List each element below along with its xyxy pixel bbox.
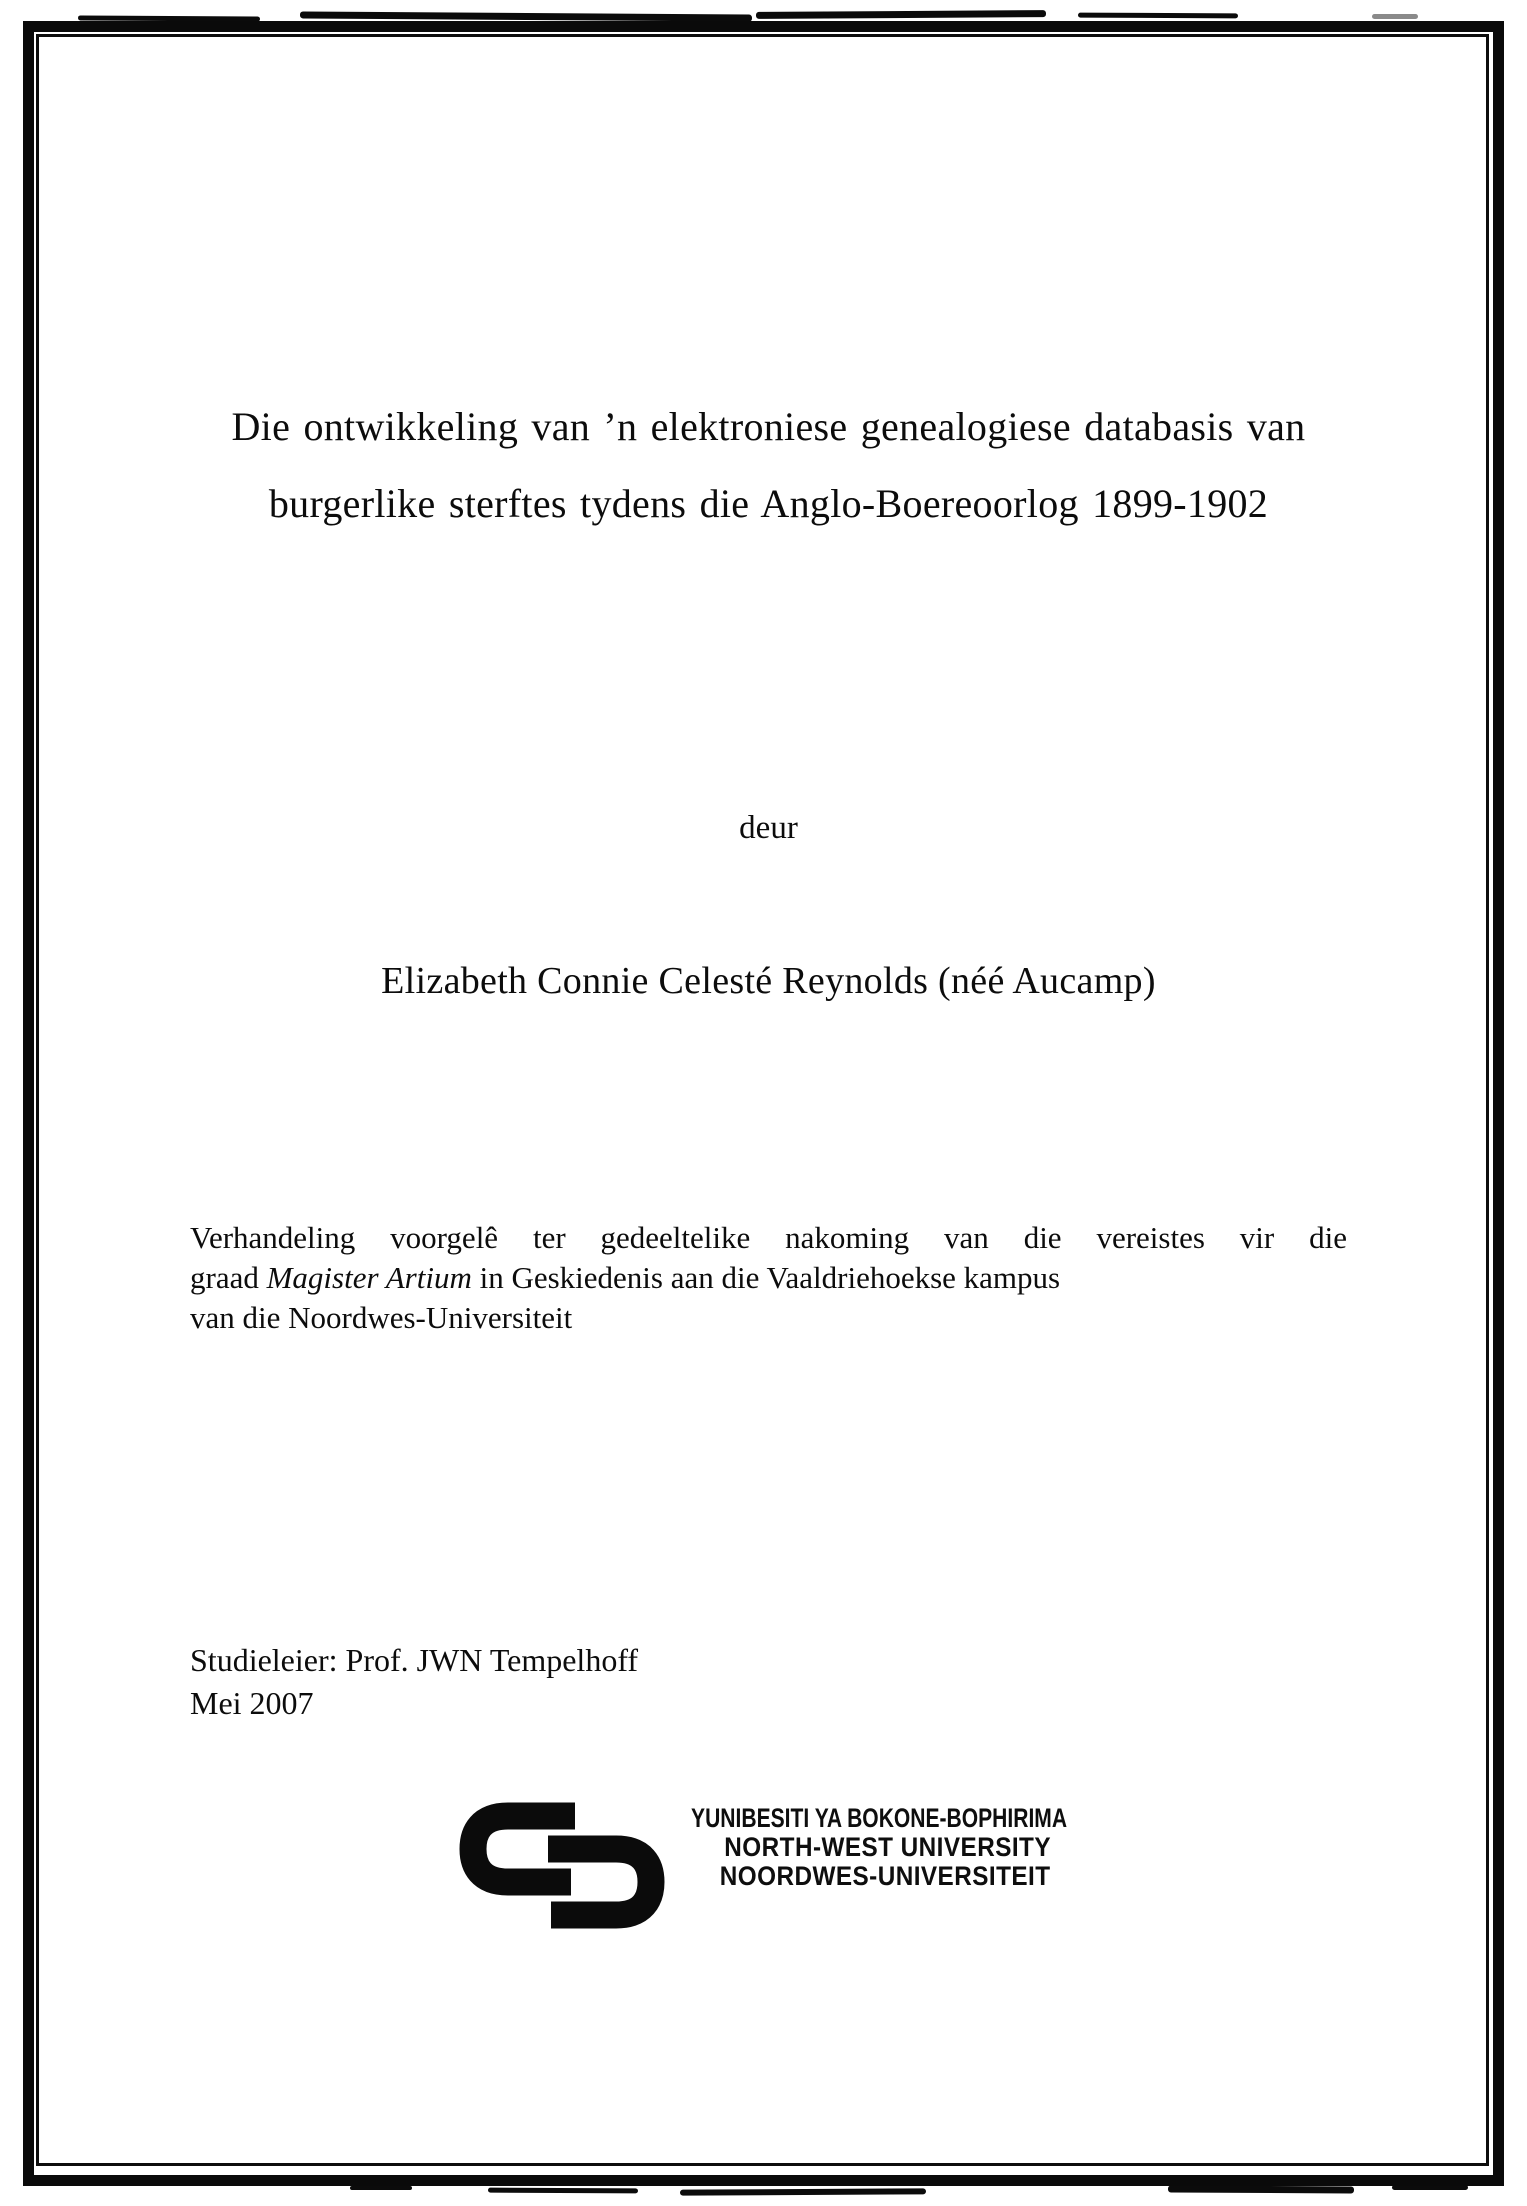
scan-artifact — [680, 2188, 926, 2195]
scan-artifact — [1372, 14, 1418, 19]
scan-artifact — [756, 10, 1046, 19]
scan-artifact — [488, 2188, 638, 2194]
page-title — [190, 388, 1347, 542]
logo-text-line-3: NOORDWES-UNIVERSITEIT — [720, 1861, 1051, 1891]
logo-text-line-1: YUNIBESITI YA BOKONE-BOPHIRIMA — [691, 1803, 1068, 1833]
thesis-statement — [190, 1218, 1347, 1338]
scan-artifact — [1168, 2186, 1354, 2194]
author-name: Elizabeth Connie Celesté Reynolds (néé Aucamp) — [381, 960, 1156, 1002]
statement-line-2-pre: graad — [190, 1260, 267, 1295]
statement-line-3: van die Noordwes-Universiteit — [190, 1300, 573, 1335]
scan-artifact — [350, 2186, 412, 2190]
logo-text-line-2: NORTH-WEST UNIVERSITY — [724, 1832, 1051, 1862]
supervisor-line: Studieleier: Prof. JWN Tempelhoff — [190, 1642, 639, 1678]
degree-name-italic: Magister Artium — [266, 1260, 472, 1295]
scan-artifact — [1078, 13, 1238, 19]
university-logo-text — [585, 1803, 1068, 1891]
statement-line-1: Verhandeling voorgelê ter gedeeltelike nakoming van die vereistes vir die — [190, 1220, 1347, 1255]
page-title-line-1: Die ontwikkeling van ’n elektroniese genealogiese databasis van — [231, 404, 1306, 449]
page-title-line-2: burgerlike sterftes tydens die Anglo-Boereoorlog 1899-1902 — [268, 481, 1269, 526]
date-line: Mei 2007 — [190, 1685, 314, 1721]
statement-line-2 — [190, 1258, 1347, 1298]
supervisor-block — [190, 1639, 1347, 1725]
byline-deur: deur — [739, 810, 798, 846]
statement-line-2-post: in Geskiedenis aan die Vaaldriehoekse kampus — [471, 1260, 1061, 1295]
